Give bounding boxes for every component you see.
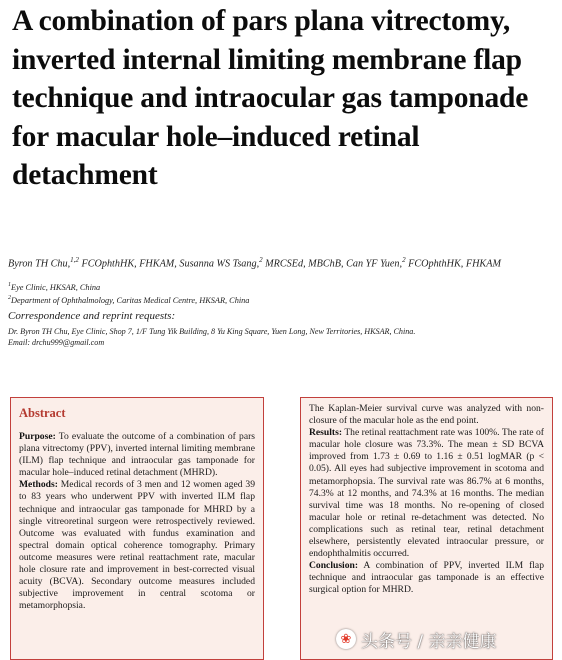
correspondence-details	[8, 326, 556, 348]
author-name: Susanna WS Tsang,	[179, 258, 260, 270]
author-credentials: FCOphthHK, FHKAM,	[78, 258, 180, 270]
watermark-text: 头条号 / 亲亲健康	[361, 631, 497, 652]
abstract-methods: Methods: Medical records of 3 men and 12 women aged 39 to 83 years who underwent PPV with inverted ILM flap technique and intraocular gas tamponade for MHRD by a single vitreoretinal surgeon were retrospectively reviewed. Outcome was evaluated with fundus examination and spectral domain optical coherence tomography. Primary outcome measures were retinal reattachment rate, macular hole closure rate and improvement in best-corrected visual acuity (BCVA). Secondary outcome measures included subjective improvement in central scotoma or metamorphopsia.	[19, 479, 255, 612]
conclusion-label: Conclusion:	[309, 560, 359, 572]
affiliation-list	[8, 280, 556, 306]
article-title: A combination of pars plana vitrectomy, inverted internal limiting membrane flap technique and intraocular gas tamponade for macular hole–induced retinal detachment	[12, 5, 529, 191]
abstract-box-left	[10, 397, 264, 660]
correspondence-heading: Correspondence and reprint requests:	[8, 310, 176, 322]
abstract-text-right	[309, 403, 544, 597]
author-credentials: FCOphthHK, FHKAM	[405, 258, 501, 270]
author-affiliation-mark: 1,2	[70, 256, 79, 264]
abstract-results: Results: The retinal reattachment rate was 100%. The rate of macular hole closure was 73.3%. The mean ± SD BCVA improved from 1.73 ± 0.69 to 1.16 ± 0.51 logMAR (p < 0.05). All eyes had subjective improvement in scotoma and metamorphopsia. The survival rate was 86.7% at 6 months, 74.3% at 12 months, and 74.3% at 16 months. The median survival time was 18 months. No re-opening of closed macular hole or retinal re-detachment was detected. No complications such as retinal tear, retinal detachment elsewhere, persistently elevated intraocular pressure, or endophthalmitis occurred.	[309, 427, 544, 560]
correspondence-address: Dr. Byron TH Chu, Eye Clinic, Shop 7, 1/F Tung Yik Building, 8 Yu King Square, Yuen Long, New Territories, HKSAR, China.	[8, 327, 416, 336]
author-affiliation-mark: 2	[259, 256, 263, 264]
author-affiliation-mark: 2	[402, 256, 406, 264]
wechat-logo-icon: ❀	[336, 629, 356, 649]
abstract-box-right	[300, 397, 553, 660]
affiliation-item: $^2$Department of Ophthalmology, Caritas Medical Centre, HKSAR, China	[8, 294, 250, 305]
abstract-text-left	[19, 431, 255, 612]
author-name: Can YF Yuen,	[346, 258, 403, 270]
results-label: Results:	[309, 427, 343, 439]
abstract-purpose: Purpose: To evaluate the outcome of a combination of pars plana vitrectomy (PPV), inverted internal limiting membrane (ILM) flap technique and intraocular gas tamponade for macular hole–induced retinal detachment (MHRD).	[19, 431, 255, 479]
author-credentials: MRCSEd, MBChB,	[262, 258, 347, 270]
methods-label: Methods:	[19, 479, 58, 491]
abstract-conclusion: Conclusion: A combination of PPV, inverted ILM flap technique and intraocular gas tamponade is an effective surgical option for MHRD.	[309, 560, 544, 596]
abstract-heading: Abstract	[19, 406, 66, 420]
watermark	[336, 624, 560, 654]
purpose-label: Purpose:	[19, 431, 56, 442]
author-name: Byron TH Chu,	[8, 258, 71, 270]
affiliation-item: $^1$Eye Clinic, HKSAR, China	[8, 282, 101, 292]
author-list	[8, 254, 556, 270]
abstract-km: The Kaplan-Meier survival curve was analyzed with non-closure of the macular hole as the end point.	[309, 403, 544, 427]
correspondence-email: Email: drchu999@gmail.com	[8, 338, 105, 347]
